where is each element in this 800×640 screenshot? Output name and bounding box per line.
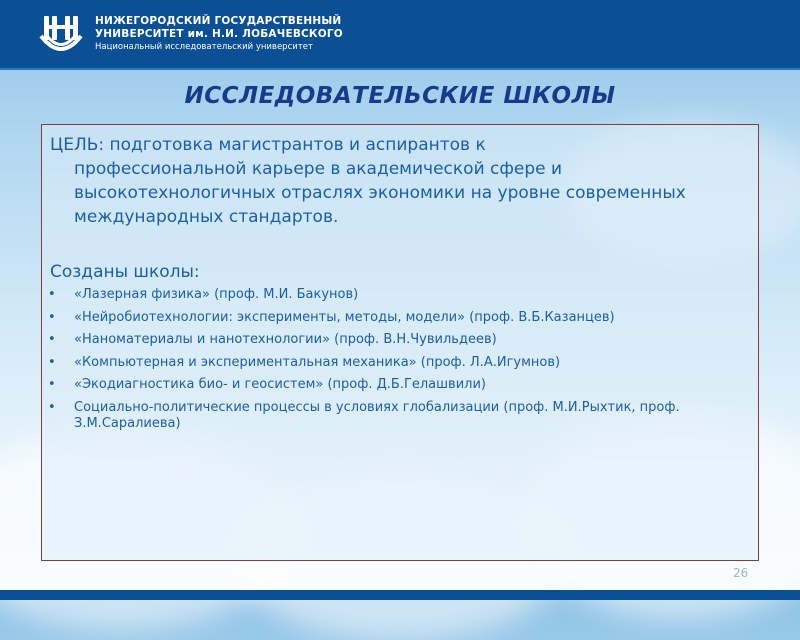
goal-first-line: ЦЕЛЬ: подготовка магистрантов и аспирантов к: [50, 135, 486, 155]
university-subtitle: Национальный исследовательский университет: [95, 42, 313, 52]
goal-continuation: профессиональной карьере в академической сфере и высокотехнологичных отраслях экономики на уровне современных международных стандартов.: [74, 159, 686, 227]
school-name: «Компьютерная и экспериментальная механика» (проф. Л.А.Игумнов): [74, 354, 561, 370]
list-item: [46, 332, 736, 348]
list-item: [46, 310, 736, 326]
schools-heading: Созданы школы:: [50, 262, 200, 282]
header-bar: [0, 0, 800, 68]
page-number: 26: [733, 566, 749, 580]
bullet-icon: •: [48, 354, 56, 370]
header-divider: [0, 68, 800, 70]
list-item: [46, 355, 736, 371]
school-name: «Лазерная физика» (проф. М.И. Бакунов): [74, 287, 359, 302]
school-name: «Нейробиотехнологии: эксперименты, методы, модели» (проф. В.Б.Казанцев): [74, 309, 615, 325]
list-item: [46, 377, 736, 393]
bullet-icon: •: [48, 377, 56, 392]
slide-title: ИССЛЕДОВАТЕЛЬСКИЕ ШКОЛЫ: [184, 83, 616, 109]
bullet-icon: •: [48, 287, 56, 302]
university-name-line2: УНИВЕРСИТЕТ им. Н.И. ЛОБАЧЕВСКОГО: [95, 28, 343, 40]
school-name: Социально-политические процессы в условиях глобализации (проф. М.И.Рыхтик, проф. З.М.Саралиева): [74, 399, 680, 431]
bullet-icon: •: [48, 332, 56, 347]
list-item: [46, 287, 736, 303]
university-logo-icon: [36, 10, 86, 60]
goal-paragraph: [50, 133, 740, 229]
university-name: [95, 15, 343, 54]
list-item: [46, 400, 736, 432]
university-name-line1: НИЖЕГОРОДСКИЙ ГОСУДАРСТВЕННЫЙ: [95, 15, 342, 27]
school-name: «Наноматериалы и нанотехнологии» (проф. В.Н.Чувильдеев): [74, 332, 497, 347]
content-box: [41, 124, 759, 561]
bullet-icon: •: [48, 399, 56, 415]
schools-list: [46, 287, 736, 438]
bullet-icon: •: [48, 309, 56, 325]
footer-bar: [0, 590, 800, 600]
school-name: «Экодиагностика био- и геосистем» (проф. Д.Б.Гелашвили): [74, 377, 486, 392]
